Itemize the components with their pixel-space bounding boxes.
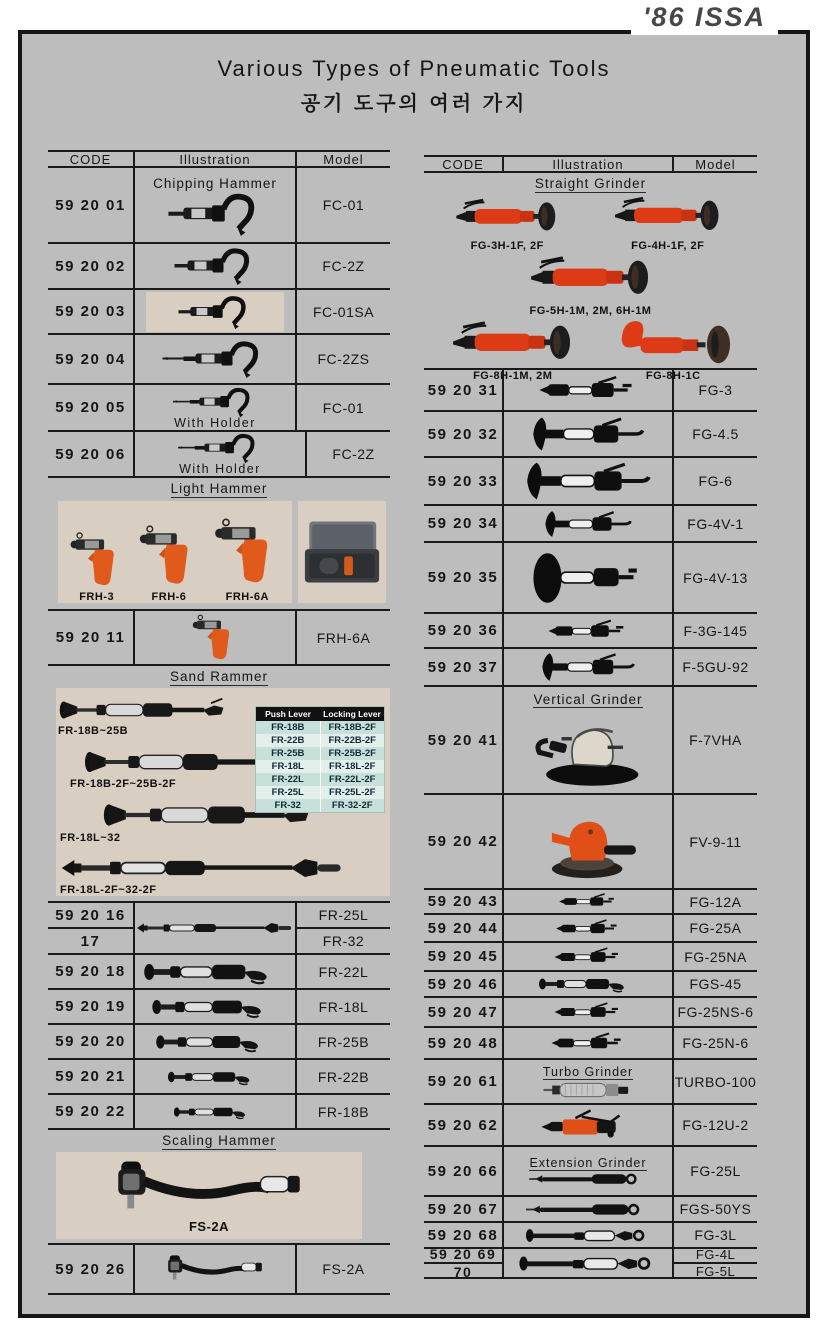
illustration-cell (502, 943, 674, 970)
straight-grinder-illustration (603, 317, 743, 369)
model-cell: FG-25NA (684, 948, 747, 965)
code-cell: 59 20 05 (55, 399, 126, 416)
table-row (424, 614, 757, 649)
model-cell-split (297, 903, 390, 953)
table-row (424, 543, 757, 614)
code-cell: 59 20 69 (424, 1246, 502, 1264)
table-row (48, 990, 390, 1025)
illustration-cell (502, 543, 674, 612)
sand-rammer-illustration (167, 1065, 263, 1089)
model-cell: FG-25L (690, 1163, 741, 1179)
section-label-turbo-grinder: Turbo Grinder (542, 1064, 634, 1079)
code-cell: 59 20 34 (427, 515, 499, 532)
photo-label: FG-8H-1M, 2M (473, 370, 553, 382)
model-cell: FG-5L (695, 1264, 736, 1279)
chipping-hammer-with-holder-illustration (135, 386, 295, 418)
photo-label: FS-2A (188, 1219, 230, 1234)
table-header-row (424, 155, 757, 173)
grinder-illustration (533, 1001, 643, 1023)
table-row (48, 1025, 390, 1060)
photo-box (56, 688, 390, 896)
illustration-cell (502, 506, 674, 541)
straight-grinder-illustration (598, 193, 738, 239)
photo-box (56, 1152, 362, 1239)
table-row (48, 432, 390, 478)
turbo-grinder-illustration (527, 1079, 649, 1101)
code-cell: 59 20 11 (55, 629, 126, 646)
section-title (48, 478, 390, 496)
code-cell: 59 20 41 (427, 731, 499, 749)
extension-grinder-illustration (512, 1200, 664, 1219)
table-row (424, 649, 757, 687)
grinder-illustration (538, 918, 638, 939)
disc-grinder-illustration (526, 548, 650, 608)
illustration-cell (502, 972, 674, 996)
table-row-split (48, 903, 390, 955)
illustration-cell (133, 1025, 297, 1058)
section-label-extension-grinder: Extension Grinder (529, 1156, 647, 1170)
scaling-hammer-section (48, 1130, 390, 1245)
light-hammer-illustration (68, 529, 126, 591)
illustration-cell (133, 385, 297, 430)
section-title (48, 1130, 390, 1148)
model-cell: FG-12U-2 (682, 1117, 749, 1133)
code-cell: 59 20 32 (427, 425, 499, 443)
photo-item (56, 848, 390, 900)
lever-row: FR-22B FR-22B-2F (256, 734, 384, 747)
model-cell: FC-2Z (332, 446, 375, 462)
illustration-cell (502, 1249, 674, 1277)
table-row (424, 687, 757, 795)
lever-row: FR-18B FR-18B-2F (256, 721, 384, 734)
illustration-cell (502, 915, 674, 941)
straight-grinder-illustration (507, 252, 675, 304)
model-cell: FV-9-11 (689, 833, 742, 850)
code-cell: 59 20 31 (427, 381, 499, 399)
code-cell: 59 20 68 (427, 1226, 499, 1244)
chipping-hammer-with-holder-illustration (135, 432, 305, 464)
code-cell: 59 20 42 (427, 833, 499, 850)
photo-box (58, 501, 292, 603)
photo-label: FR-18L-2F~32-2F (60, 884, 157, 896)
grinder-illustration (519, 416, 657, 452)
lever-row: FR-25L FR-25L-2F (256, 786, 384, 799)
table-row (424, 1147, 757, 1197)
table-row (424, 458, 757, 506)
model-cell: FG-4.5 (692, 426, 739, 442)
photo-box (146, 292, 284, 332)
illustration-cell (502, 458, 674, 504)
model-cell: FG-12A (689, 893, 742, 910)
photo-label: FG-5H-1M, 2M, 6H-1M (529, 305, 652, 317)
scaling-hammer-illustration (145, 1253, 285, 1285)
model-cell: F-3G-145 (683, 622, 748, 639)
straight-grinder-illustration (443, 195, 571, 239)
table-row (424, 998, 757, 1028)
issa-year-badge: '86 ISSA (631, 2, 778, 35)
photo-item (598, 193, 738, 252)
photo-label: FRH-6 (151, 591, 187, 603)
grinder-illustration (523, 510, 653, 538)
sand-rammer-section (48, 666, 390, 903)
table-row (48, 1245, 390, 1295)
straight-grinder-section (424, 173, 757, 382)
table-row (48, 335, 390, 385)
sand-rammer-illustration (58, 695, 228, 725)
model-cell: FGS-50YS (679, 1201, 752, 1217)
photo-label: FG-4H-1F, 2F (631, 240, 705, 252)
code-cell: 59 20 02 (55, 257, 126, 275)
section-title (424, 173, 757, 191)
photo-item (137, 521, 201, 603)
page-title: Various Types of Pneumatic Tools (217, 56, 611, 81)
code-cell: 59 20 06 (55, 445, 126, 463)
extension-grinder-illustration (515, 1226, 661, 1245)
model-cell: FG-25NS-6 (677, 1004, 754, 1020)
photo-item (212, 513, 282, 603)
code-cell: 59 20 45 (427, 948, 499, 965)
vertical-grinder-illustration (525, 800, 651, 884)
photo-row (424, 193, 757, 252)
grinder-illustration (538, 974, 638, 994)
photo-label: FR-18L~32 (60, 832, 121, 844)
lever-row: FR-32 FR-32-2F (256, 799, 384, 812)
straight-grinder-label: Straight Grinder (534, 176, 647, 191)
table-row (424, 943, 757, 972)
model-cell: F-7VHA (689, 732, 742, 748)
code-cell: 59 20 37 (427, 658, 499, 676)
photo-label: FRH-6A (225, 591, 269, 603)
extension-grinder-illustration (524, 1170, 652, 1188)
photo-box (298, 501, 386, 603)
code-cell: 59 20 48 (427, 1034, 499, 1052)
model-cell-split (674, 1249, 757, 1277)
model-cell: F-5GU-92 (682, 659, 749, 675)
header-code: CODE (442, 156, 484, 172)
illustration-cell (133, 1060, 297, 1093)
table-row (48, 1095, 390, 1130)
sand-rammer-illustration (155, 1029, 275, 1055)
light-hammer-illustration (189, 613, 241, 663)
sand-rammer-illustration (140, 959, 290, 985)
model-cell: FG-25N-6 (682, 1035, 749, 1051)
code-cell: 59 20 04 (55, 350, 126, 368)
left-table (48, 150, 390, 1295)
light-hammer-photos (48, 496, 390, 603)
illustration-cell (502, 649, 674, 685)
header-illustration: Illustration (502, 157, 674, 171)
illustration-cell (133, 990, 297, 1023)
lever-row: FR-18L FR-18L-2F (256, 760, 384, 773)
code-cell: 59 20 01 (55, 196, 126, 214)
code-cell: 59 20 22 (55, 1103, 126, 1120)
code-cell: 59 20 20 (55, 1033, 126, 1050)
illustration-cell (133, 903, 297, 953)
lever-header-push: Push Lever (265, 709, 311, 719)
illustration-cell (133, 335, 297, 383)
photo-label: FR-18B~25B (58, 725, 129, 737)
model-cell: FG-6 (698, 473, 733, 489)
header-model: Model (323, 151, 364, 167)
code-cell: 59 20 16 (48, 903, 133, 929)
model-cell: FC-01 (322, 197, 365, 213)
sand-rammer-illustration (173, 1101, 257, 1123)
table-row (424, 506, 757, 543)
chipping-hammer-illustration (140, 339, 290, 379)
with-holder-note: With Holder (174, 415, 256, 430)
model-cell: FG-4V-13 (683, 569, 748, 586)
light-hammer-illustration (212, 513, 282, 591)
table-row (48, 1060, 390, 1095)
section-label-chipping-hammer: Chipping Hammer (153, 175, 277, 191)
with-holder-note: With Holder (179, 462, 261, 476)
code-cell: 59 20 47 (427, 1003, 499, 1021)
table-row (424, 1197, 757, 1223)
model-cell: FC-01SA (312, 303, 375, 320)
scaling-hammer-illustration (78, 1157, 340, 1219)
vertical-grinder-illustration (524, 707, 652, 791)
code-cell: 59 20 46 (427, 975, 499, 993)
turbo-grinder-illustration (532, 1108, 644, 1142)
illustration-cell (502, 1223, 674, 1247)
model-cell: TURBO-100 (674, 1073, 757, 1090)
table-row (48, 611, 390, 666)
model-cell: FG-3L (694, 1227, 737, 1243)
model-cell: FR-25L (297, 903, 390, 929)
illustration-cell (502, 795, 674, 888)
model-cell: FR-22B (317, 1068, 370, 1085)
code-cell: 59 20 36 (427, 622, 499, 639)
sand-rammer-illustration (151, 995, 279, 1019)
illustration-cell (502, 998, 674, 1026)
code-cell: 59 20 18 (55, 963, 126, 980)
photo-item (68, 529, 126, 603)
illustration-cell (502, 1060, 674, 1103)
model-cell: FC-01 (322, 399, 365, 416)
light-hammer-illustration (137, 521, 201, 591)
lever-table (255, 706, 385, 813)
code-cell-split (424, 1246, 502, 1280)
model-cell: FC-2ZS (317, 351, 370, 367)
illustration-cell (502, 412, 674, 456)
sand-rammer-illustration (136, 915, 294, 941)
illustration-cell (133, 290, 297, 333)
illustration-cell (133, 244, 297, 288)
chipping-hammer-illustration (151, 191, 279, 237)
photo-item (443, 195, 571, 252)
model-cell: FR-18L (318, 998, 369, 1015)
model-cell: FG-4V-1 (687, 515, 744, 532)
model-cell: FR-25B (317, 1033, 370, 1050)
table-row (48, 168, 390, 244)
code-cell: 59 20 35 (427, 569, 499, 586)
model-cell: FG-4L (674, 1247, 757, 1264)
table-row (48, 955, 390, 990)
grinder-illustration (513, 461, 663, 501)
photo-label: FRH-3 (79, 591, 115, 603)
grinder-illustration (534, 892, 642, 911)
photo-label: FG-8H-1C (645, 370, 701, 382)
code-cell: 59 20 67 (427, 1200, 499, 1218)
lever-row: FR-22L FR-22L-2F (256, 773, 384, 786)
illustration-cell (133, 1245, 297, 1293)
code-cell: 59 20 44 (427, 919, 499, 937)
illustration-cell (133, 611, 297, 664)
photo-row (424, 252, 757, 317)
model-cell: FS-2A (322, 1261, 365, 1277)
table-row (424, 412, 757, 458)
code-cell: 59 20 66 (427, 1162, 499, 1180)
table-row (424, 1105, 757, 1147)
code-cell: 59 20 26 (55, 1260, 126, 1278)
table-row (48, 244, 390, 290)
extension-grinder-illustration (512, 1253, 664, 1274)
grinder-illustration (525, 374, 651, 406)
model-cell: FG-25A (689, 920, 742, 936)
code-cell-split (48, 903, 133, 953)
grinder-illustration (529, 618, 647, 644)
table-row-split (424, 1246, 757, 1280)
illustration-cell (502, 614, 674, 647)
code-cell: 59 20 62 (427, 1116, 499, 1134)
header-illustration: Illustration (133, 152, 297, 166)
illustration-cell (133, 432, 307, 476)
illustration-cell (502, 687, 674, 793)
code-cell: 17 (80, 932, 101, 950)
photo-label: FR-18B-2F~25B-2F (70, 778, 177, 790)
sand-rammer-label: Sand Rammer (169, 669, 269, 684)
light-hammer-section (48, 478, 390, 611)
table-row (424, 795, 757, 890)
table-row (424, 915, 757, 943)
table-row (424, 1060, 757, 1105)
table-header-row (48, 150, 390, 168)
header-code: CODE (69, 151, 112, 167)
lever-table-header (256, 707, 384, 721)
table-row (424, 1028, 757, 1060)
code-cell: 59 20 19 (55, 998, 126, 1015)
code-cell: 59 20 61 (427, 1073, 499, 1090)
code-cell: 59 20 21 (55, 1068, 126, 1085)
grinder-illustration (533, 946, 643, 968)
model-cell: FRH-6A (316, 629, 371, 646)
model-cell: FR-18B (317, 1103, 370, 1120)
model-cell: FC-2Z (322, 258, 365, 274)
section-title (48, 666, 390, 684)
tool-case-illustration (302, 517, 382, 587)
code-cell: 59 20 43 (427, 893, 499, 910)
photo-item (507, 252, 675, 317)
illustration-cell (502, 890, 674, 913)
table-row (424, 972, 757, 998)
illustration-cell (502, 1147, 674, 1195)
light-hammer-label: Light Hammer (170, 481, 268, 496)
illustration-cell (502, 1197, 674, 1221)
code-cell: 70 (453, 1264, 473, 1280)
illustration-cell (502, 1105, 674, 1145)
illustration-cell (133, 955, 297, 988)
straight-grinder-illustration (438, 317, 588, 369)
grinder-illustration (523, 652, 653, 682)
scaling-hammer-label: Scaling Hammer (162, 1133, 276, 1148)
code-cell: 59 20 33 (427, 472, 499, 490)
table-row (48, 290, 390, 335)
illustration-cell (133, 168, 297, 242)
chipping-hammer-illustration (145, 246, 285, 286)
table-row (48, 385, 390, 432)
illustration-cell (502, 370, 674, 410)
photo-label: FG-3H-1F, 2F (470, 240, 544, 252)
model-cell: FG-3 (698, 382, 733, 398)
grinder-illustration (530, 1031, 646, 1055)
header-model: Model (695, 156, 736, 172)
illustration-cell (502, 1028, 674, 1058)
section-label-vertical-grinder: Vertical Grinder (533, 691, 643, 707)
model-cell: FGS-45 (689, 976, 742, 992)
table-row (424, 890, 757, 915)
illustration-cell (133, 1095, 297, 1128)
model-cell: FR-32 (322, 933, 365, 949)
right-table (424, 155, 757, 1279)
lever-row: FR-25B FR-25B-2F (256, 747, 384, 760)
model-cell: FR-22L (318, 963, 369, 980)
chipping-hammer-illustration (156, 294, 274, 330)
sand-rammer-illustration (60, 852, 346, 884)
page-title-korean: 공기 도구의 여러 가지 (300, 93, 528, 115)
code-cell: 59 20 03 (55, 303, 126, 320)
lever-header-locking: Locking Lever (323, 709, 381, 719)
